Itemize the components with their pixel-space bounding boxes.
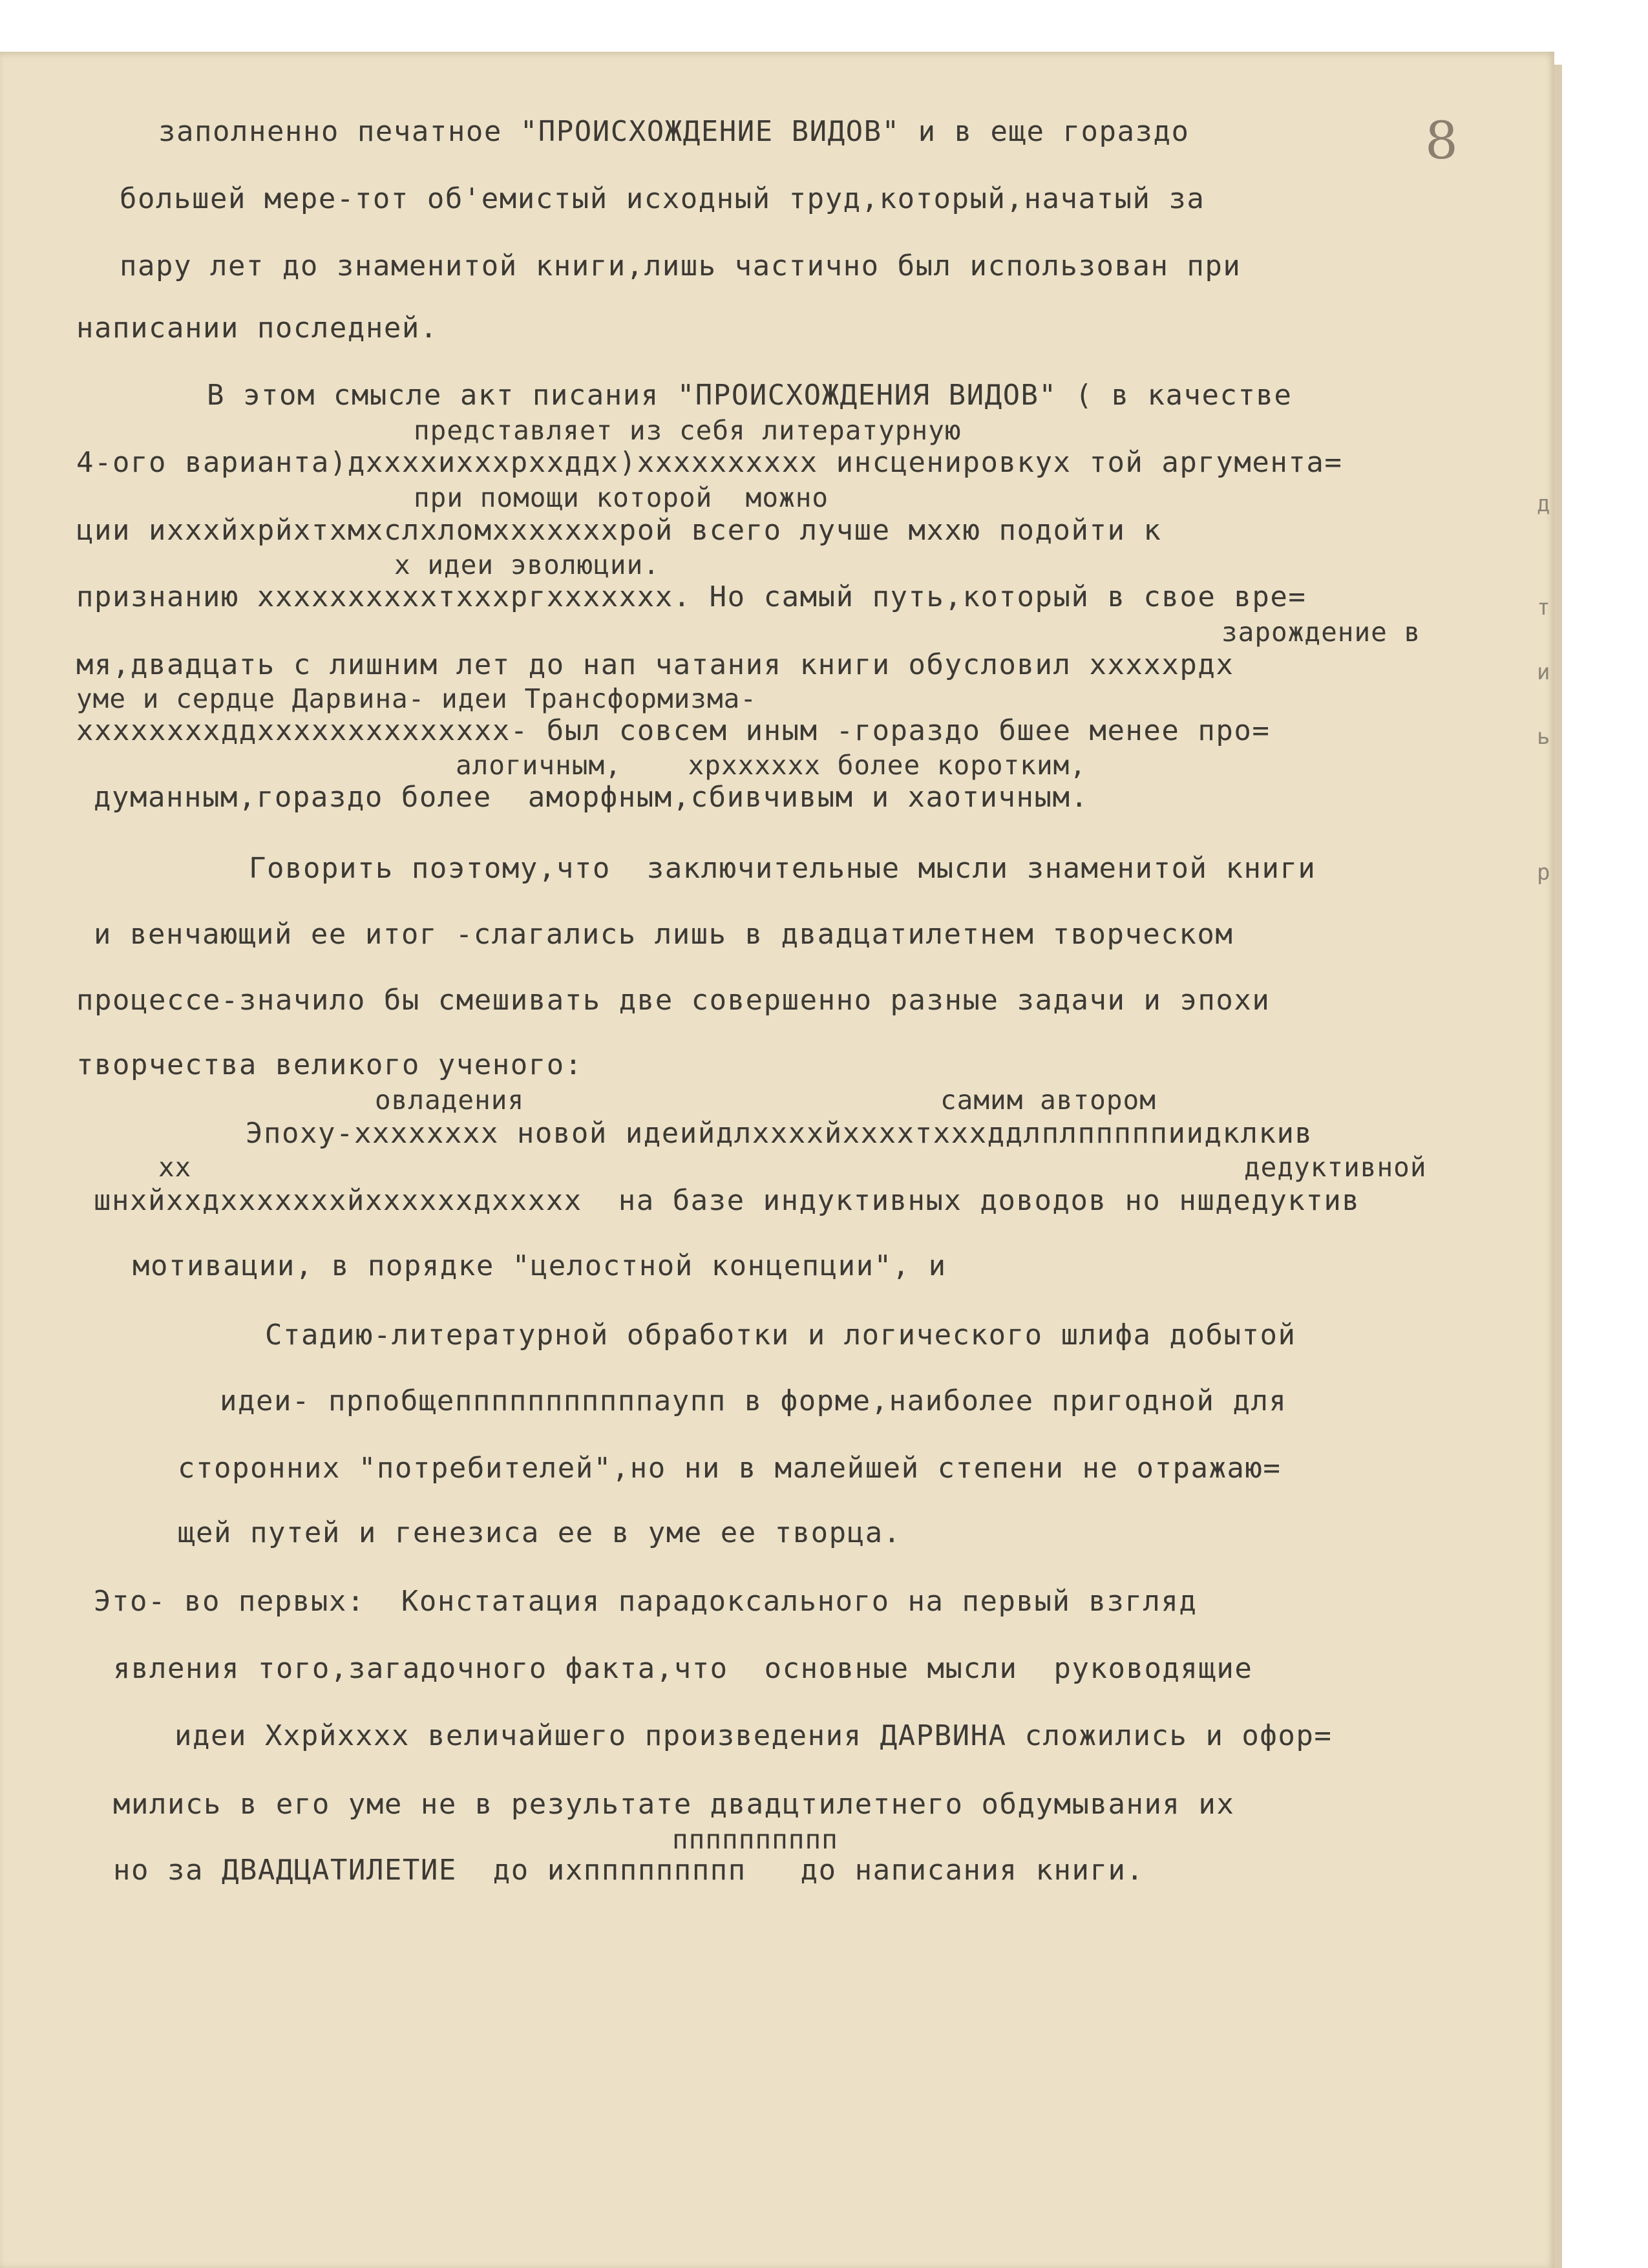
text-line: ции ихххйхрйхтхмхслхломхххххххрой всего лучше мххю подойти к: [76, 514, 1162, 547]
text-line: ххххххххддхххххххххххххх- был совсем иным -гораздо бшее менее про=: [76, 714, 1271, 747]
text-line: Это- во первых: Констатация парадоксального на первый взгляд: [94, 1585, 1198, 1618]
margin-mark: д: [1537, 491, 1550, 517]
text-line: мились в его уме не в результате двадцтилетнего обдумывания их: [113, 1788, 1235, 1821]
text-line: но за ДВАДЦАТИЛЕТИЕ до ихппппппппп до написания книги.: [113, 1854, 1145, 1887]
interlinear-insertion: хх: [158, 1152, 192, 1183]
interlinear-insertion: х идеи эволюции.: [394, 549, 660, 580]
handwritten-page-number: 8: [1425, 111, 1458, 171]
text-line: мотивации, в порядке "целостной концепции", и: [132, 1249, 947, 1282]
interlinear-insertion: самим автором: [940, 1085, 1156, 1116]
interlinear-insertion: алогичным, хрхххххх более коротким,: [456, 750, 1086, 781]
margin-mark: ь: [1537, 724, 1550, 750]
text-line: идеи- прпобщепппппппппппаупп в форме,наиболее пригодной для: [220, 1384, 1287, 1417]
paper-edge: [1554, 65, 1562, 2268]
interlinear-insertion: дедуктивной: [1244, 1152, 1427, 1183]
interlinear-insertion: овладения: [375, 1085, 525, 1116]
text-line: заполненно печатное "ПРОИСХОЖДЕНИЕ ВИДОВ" и в еще гораздо: [158, 115, 1190, 148]
text-line: Эпоху-хххххххх новой идеийдлххххйххххтхххддлплпппппиидклкив: [246, 1117, 1313, 1150]
text-line: Стадию-литературной обработки и логического шлифа добытой: [265, 1319, 1296, 1351]
text-line: написании последней.: [76, 312, 438, 344]
text-line: думанным,гораздо более аморфным,сбивчивым и хаотичным.: [94, 781, 1089, 814]
interlinear-insertion: представляет из себя литературную: [414, 415, 962, 446]
text-line: шнхйххдхххххххйххххххдххххх на базе индуктивных доводов но ншдедуктив: [94, 1184, 1360, 1217]
text-line: явления того,загадочного факта,что основные мысли руководящие: [113, 1652, 1253, 1685]
interlinear-insertion: пппппппппп: [672, 1824, 838, 1855]
text-line: 4-ого варианта)дххххихххрххддх)хххххххххх инсценировкух той аргумента=: [76, 446, 1343, 479]
interlinear-insertion: зарождение в: [1221, 617, 1421, 648]
margin-mark: т: [1537, 595, 1550, 620]
text-line: процессе-значило бы смешивать две совершенно разные задачи и эпохи: [76, 984, 1271, 1017]
text-line: признанию ххххххххххтхххргххххххх. Но самый путь,который в свое вре=: [76, 580, 1307, 613]
margin-mark: и: [1537, 659, 1550, 685]
interlinear-insertion: при помощи которой можно: [414, 482, 829, 513]
margin-mark: р: [1537, 860, 1550, 885]
text-line: идеи Ххрйхххх величайшего произведения ДАРВИНА сложились и офор=: [174, 1719, 1333, 1752]
text-line: сторонних "потребителей",но ни в малейшей степени не отражаю=: [178, 1452, 1282, 1485]
text-line: и венчающий ее итог -слагались лишь в двадцатилетнем творческом: [94, 918, 1234, 951]
text-line: В этом смысле акт писания "ПРОИСХОЖДЕНИЯ ВИДОВ" ( в качестве: [207, 379, 1293, 412]
interlinear-insertion: уме и сердце Дарвина- идеи Трансформизма-: [76, 683, 757, 714]
text-line: мя,двадцать с лишним лет до нап чатания книги обусловил хххххрдх: [76, 648, 1234, 681]
text-line: щей путей и генезиса ее в уме ее творца.: [178, 1516, 902, 1549]
text-line: большей мере-тот об'емистый исходный труд,который,начатый за: [120, 182, 1205, 215]
text-line: Говорить поэтому,что заключительные мысли знаменитой книги: [249, 852, 1316, 885]
text-line: пару лет до знаменитой книги,лишь частично был использован при: [120, 249, 1241, 282]
text-line: творчества великого ученого:: [76, 1048, 583, 1081]
